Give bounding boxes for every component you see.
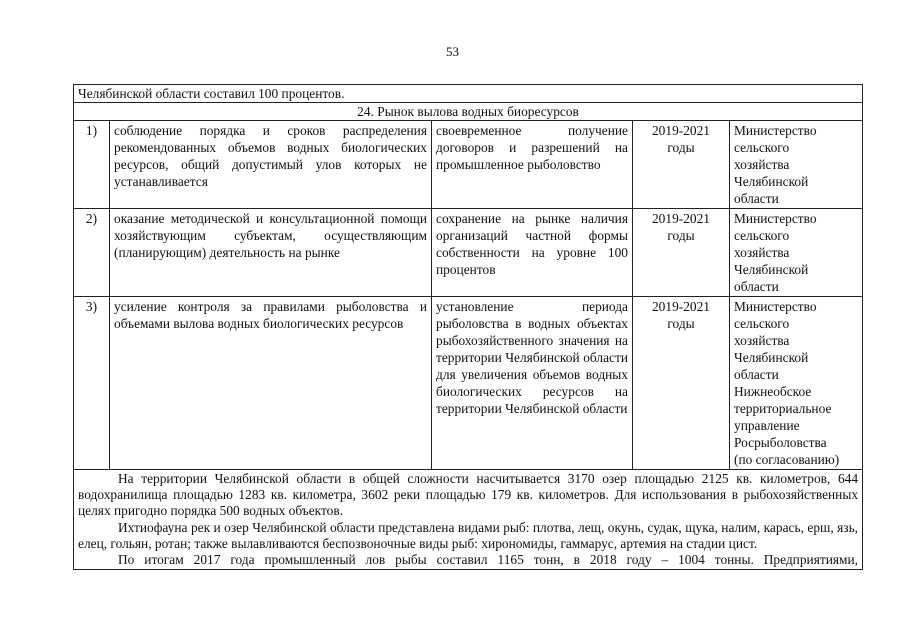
measure-cell: оказание методической и консультационной помощи хозяйствующим субъектам, осуществляющим (планирующим) деятельность на рынке: [110, 209, 432, 297]
responsible-cell: [730, 297, 863, 470]
row-number: 2): [74, 209, 110, 297]
result-cell: сохранение на рынке наличия организаций частной формы собственности на уровне 100 процентов: [432, 209, 633, 297]
section-title: 24. Рынок вылова водных биоресурсов: [74, 103, 863, 121]
table-row: [74, 209, 863, 297]
responsible-line: Челябинской: [734, 262, 809, 277]
result-cell: установление периода рыболовства в водных объектах рыбохозяйственного значения на территории Челябинской области для увеличения объемов водных биологических ресурсов на территории Челябинской области: [432, 297, 633, 470]
responsible-line: области: [734, 279, 779, 294]
responsible-line: хозяйства: [734, 245, 790, 260]
responsible-line: Нижнеобское: [734, 384, 812, 399]
section-header-row: [74, 103, 863, 121]
period-cell: 2019-2021 годы: [633, 121, 730, 209]
responsible-line: сельского: [734, 140, 790, 155]
responsible-line: хозяйства: [734, 333, 790, 348]
continuation-row: [74, 85, 863, 103]
responsible-line: Челябинской: [734, 174, 809, 189]
paragraph: На территории Челябинской области в общей сложности насчитывается 3170 озер площадью 2125 кв. километров, 644 водохранилища площадью 1283 кв. километра, 3602 реки площадью 179 кв. километров. Для использования в рыбохозяйственных целях пригодно порядка 500 водных объектов.: [78, 471, 859, 519]
responsible-line: области: [734, 191, 779, 206]
paragraph: По итогам 2017 года промышленный лов рыбы составил 1165 тонн, в 2018 году – 1004 тонны. Предприятиями,: [118, 552, 859, 568]
responsible-line: области: [734, 367, 779, 382]
body-text: [74, 470, 863, 570]
responsible-line: Министерство: [734, 211, 817, 226]
period-cell: 2019-2021 годы: [633, 297, 730, 470]
responsible-line: Челябинской: [734, 350, 809, 365]
period-cell: 2019-2021 годы: [633, 209, 730, 297]
responsible-line: хозяйства: [734, 157, 790, 172]
responsible-line: территориальное: [734, 401, 832, 416]
page-number: 53: [446, 44, 459, 59]
responsible-cell: [730, 121, 863, 209]
measure-cell: усиление контроля за правилами рыболовства и объемами вылова водных биологических ресурсов: [110, 297, 432, 470]
responsible-line: сельского: [734, 316, 790, 331]
measure-cell: соблюдение порядка и сроков распределения рекомендованных объемов водных биологических ресурсов, общий допустимый улов которых не устанавливается: [110, 121, 432, 209]
responsible-cell: [730, 209, 863, 297]
result-cell: своевременное получение договоров и разрешений на промышленное рыболовство: [432, 121, 633, 209]
responsible-line: Министерство: [734, 299, 817, 314]
responsible-line: Росрыболовства: [734, 435, 827, 450]
row-number: 1): [74, 121, 110, 209]
responsible-line: (по согласованию): [734, 452, 840, 467]
continuation-text: Челябинской области составил 100 процентов.: [74, 85, 863, 103]
table-row: [74, 121, 863, 209]
responsible-line: управление: [734, 418, 800, 433]
row-number: 3): [74, 297, 110, 470]
paragraph: Ихтиофауна рек и озер Челябинской области представлена видами рыб: плотва, лещ, окунь, судак, щука, налим, карась, ерш, язь, елец, гольян, ротан; также вылавливаются беспозвоночные виды рыб: хирономиды, гаммарус, артемия на стадии цист.: [78, 519, 859, 551]
measures-table: [73, 84, 863, 570]
responsible-line: Министерство: [734, 123, 817, 138]
text-row: [74, 470, 863, 570]
responsible-line: сельского: [734, 228, 790, 243]
table-row: [74, 297, 863, 470]
